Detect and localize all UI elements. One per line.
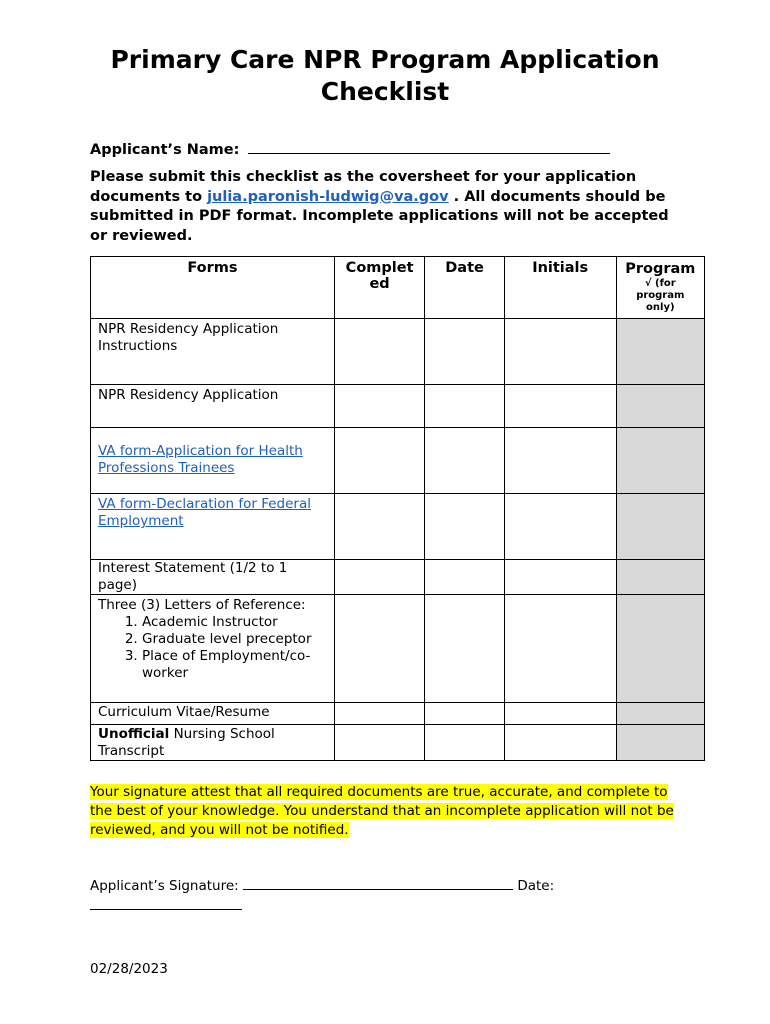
program-cell — [616, 385, 704, 428]
title-line-1: Primary Care NPR Program Application — [110, 45, 660, 74]
header-forms: Forms — [91, 257, 335, 319]
header-program-label: Program — [625, 261, 696, 277]
completed-cell[interactable] — [334, 494, 425, 560]
initials-cell[interactable] — [504, 725, 616, 761]
va-form-declaration-link[interactable]: VA form-Declaration for Federal Employment — [98, 496, 312, 529]
completed-cell[interactable] — [334, 428, 425, 494]
attestation-text: Your signature attest that all required documents are true, accurate, and complete to the best of your knowledge. You understand that an incomplete application will not be reviewed, and you will not be notified. — [90, 784, 674, 838]
date-cell[interactable] — [425, 595, 504, 703]
initials-cell[interactable] — [504, 385, 616, 428]
initials-cell[interactable] — [504, 703, 616, 725]
table-row — [91, 560, 705, 595]
initials-cell[interactable] — [504, 560, 616, 595]
page-title — [90, 44, 680, 108]
table-row — [91, 428, 705, 494]
row-label — [91, 494, 335, 560]
completed-cell[interactable] — [334, 703, 425, 725]
table-row — [91, 385, 705, 428]
reference-item: 2. Graduate level preceptor — [142, 631, 328, 648]
header-date: Date — [425, 257, 504, 319]
header-program-note: √ (for program only) — [636, 278, 685, 313]
date-cell[interactable] — [425, 494, 504, 560]
va-form-hpt-link[interactable]: VA form-Application for Health Professions Trainees — [98, 443, 303, 476]
table-header-row — [91, 257, 705, 319]
transcript-label: Nursing School Transcript — [98, 726, 275, 759]
reference-list — [98, 614, 328, 682]
instructions-text-2: . All documents should be submitted in PDF format. Incomplete applications will not be accepted or reviewed. — [90, 188, 669, 244]
table-row — [91, 725, 705, 761]
header-initials: Initials — [504, 257, 616, 319]
row-label: Curriculum Vitae/Resume — [91, 703, 335, 725]
date-cell[interactable] — [425, 319, 504, 385]
header-completed: Complet ed — [334, 257, 425, 319]
applicant-name-row — [90, 139, 610, 158]
table-row — [91, 494, 705, 560]
signature-line[interactable] — [243, 877, 513, 890]
applicant-name-field[interactable] — [248, 139, 610, 154]
attestation-paragraph — [90, 783, 690, 840]
table-row — [91, 595, 705, 703]
signature-date-label: Date: — [517, 878, 555, 894]
date-cell[interactable] — [425, 560, 504, 595]
row-label — [91, 595, 335, 703]
row-label: NPR Residency Application — [91, 385, 335, 428]
letters-label: Three (3) Letters of Reference: — [98, 597, 306, 613]
initials-cell[interactable] — [504, 595, 616, 703]
program-cell — [616, 560, 704, 595]
table-row — [91, 319, 705, 385]
header-program — [616, 257, 704, 319]
email-link[interactable]: julia.paronish-ludwig@va.gov — [207, 188, 449, 205]
program-cell — [616, 725, 704, 761]
program-cell — [616, 703, 704, 725]
row-label: NPR Residency Application Instructions — [91, 319, 335, 385]
applicant-name-label: Applicant’s Name: — [90, 142, 240, 158]
unofficial-label: Unofficial — [98, 726, 170, 742]
completed-cell[interactable] — [334, 595, 425, 703]
row-label: Interest Statement (1/2 to 1 page) — [91, 560, 335, 595]
signature-block — [90, 876, 690, 916]
program-cell — [616, 428, 704, 494]
completed-cell[interactable] — [334, 385, 425, 428]
instructions-paragraph — [90, 168, 690, 246]
reference-item: 3. Place of Employment/co-worker — [142, 648, 328, 682]
initials-cell[interactable] — [504, 319, 616, 385]
title-line-2: Checklist — [320, 77, 450, 106]
date-cell[interactable] — [425, 703, 504, 725]
initials-cell[interactable] — [504, 428, 616, 494]
table-row — [91, 703, 705, 725]
program-cell — [616, 595, 704, 703]
row-label — [91, 725, 335, 761]
date-cell[interactable] — [425, 428, 504, 494]
program-cell — [616, 494, 704, 560]
instructions-text-1: Please submit this checklist as the coversheet for your application documents to — [90, 169, 637, 205]
completed-cell[interactable] — [334, 725, 425, 761]
program-cell — [616, 319, 704, 385]
footer-date: 02/28/2023 — [90, 961, 168, 977]
completed-cell[interactable] — [334, 319, 425, 385]
signature-date-line[interactable] — [90, 897, 242, 910]
completed-cell[interactable] — [334, 560, 425, 595]
reference-item: 1. Academic Instructor — [142, 614, 328, 631]
initials-cell[interactable] — [504, 494, 616, 560]
checklist-table — [90, 256, 705, 761]
date-cell[interactable] — [425, 385, 504, 428]
date-cell[interactable] — [425, 725, 504, 761]
row-label — [91, 428, 335, 494]
signature-label: Applicant’s Signature: — [90, 878, 239, 894]
